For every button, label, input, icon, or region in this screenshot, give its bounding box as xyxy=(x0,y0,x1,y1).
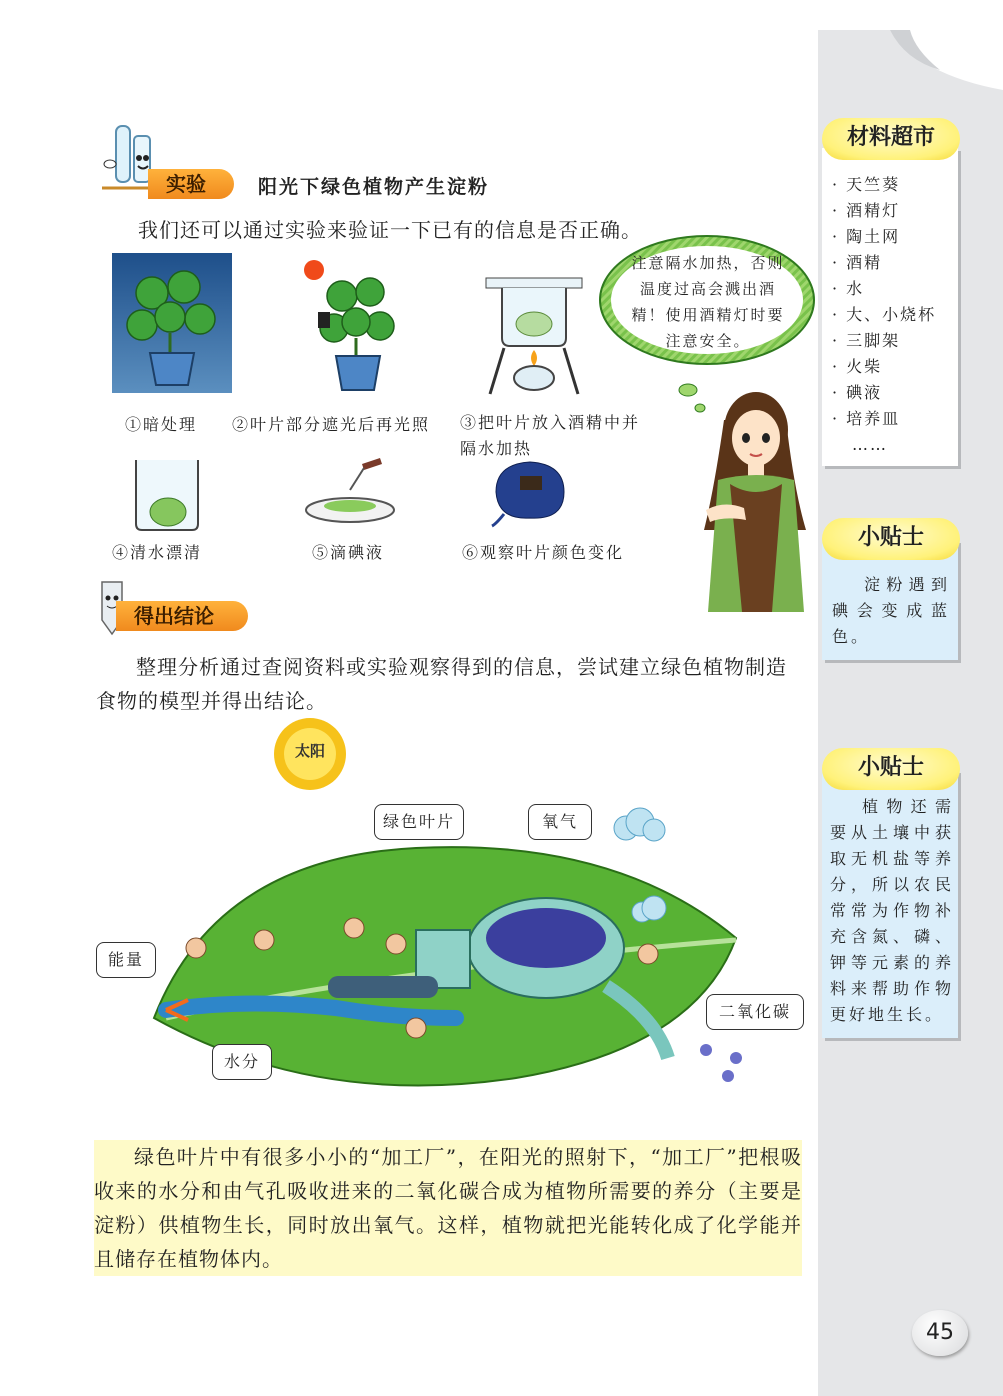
step1-caption: ①暗处理 xyxy=(125,415,198,434)
label-green-leaf: 绿色叶片 xyxy=(374,804,464,840)
safety-note-text: 注意隔水加热，否则温度过高会溅出酒精！使用酒精灯时要注意安全。 xyxy=(631,254,785,350)
step3-water-bath-image xyxy=(484,268,584,398)
material-item: · 水 xyxy=(832,279,865,298)
step1-dark-treatment-image xyxy=(112,253,232,393)
material-item: · 酒精灯 xyxy=(832,201,901,220)
material-item: · 陶土网 xyxy=(832,227,901,246)
material-item: · 天竺葵 xyxy=(832,175,901,194)
experiment-intro: 我们还可以通过实验来验证一下已有的信息是否正确。 xyxy=(138,218,642,242)
step2-caption: ②叶片部分遮光后再光照 xyxy=(232,415,431,434)
experiment-title: 阳光下绿色植物产生淀粉 xyxy=(258,176,490,198)
conclusion-tag: 得出结论 xyxy=(116,601,248,631)
page-curl-decoration xyxy=(880,30,1003,90)
material-item: · 碘液 xyxy=(832,383,883,402)
step5-iodine-drop-image xyxy=(302,458,402,528)
material-item: · 酒精 xyxy=(832,253,883,272)
label-oxygen: 氧气 xyxy=(528,804,592,840)
photosynthesis-factory-diagram xyxy=(96,718,806,1130)
material-item: · 火柴 xyxy=(832,357,883,376)
step6-blue-leaf-image xyxy=(490,458,570,528)
conclusion-summary: 绿色叶片中有很多小小的“加工厂”，在阳光的照射下，“加工厂”把根吸收来的水分和由气孔吸收进来的二氧化碳合成为植物所需要的养分（主要是淀粉）供植物生长，同时放出氧气。这样，植物就把光能转化成了化学能并且储存在植物体内。 xyxy=(94,1140,802,1276)
material-item: · 三脚架 xyxy=(832,331,901,350)
tip2-title: 小贴士 xyxy=(822,748,960,790)
label-carbon-dioxide: 二氧化碳 xyxy=(706,994,804,1030)
label-energy: 能量 xyxy=(96,942,156,978)
materials-card xyxy=(822,148,958,466)
step4-caption: ④清水漂清 xyxy=(112,543,203,562)
material-item: · 大、小烧杯 xyxy=(832,305,937,324)
label-water: 水分 xyxy=(212,1044,272,1080)
step3-caption: ③把叶片放入酒精中并隔水加热 xyxy=(460,413,641,458)
conclusion-intro: 整理分析通过查阅资料或实验观察得到的信息，尝试建立绿色植物制造食物的模型并得出结论。 xyxy=(96,655,787,713)
page-number: 45 xyxy=(912,1310,968,1356)
step5-caption: ⑤滴碘液 xyxy=(312,543,385,562)
teacher-character-illustration xyxy=(694,380,816,612)
tip2-card xyxy=(822,770,958,1038)
safety-thought-bubble xyxy=(598,234,816,374)
materials-list xyxy=(822,148,958,458)
sun-label: 太阳 xyxy=(294,742,325,760)
step2-partial-shade-image xyxy=(298,256,398,396)
step6-caption: ⑥观察叶片颜色变化 xyxy=(462,543,625,562)
material-item: · 培养皿 xyxy=(832,409,901,428)
tip1-title: 小贴士 xyxy=(822,518,960,560)
tip1-text: 淀粉遇到碘会变成蓝色。 xyxy=(832,575,950,646)
step4-rinse-image xyxy=(128,452,208,532)
tip2-text: 植物还需要从土壤中获取无机盐等养分，所以农民常常为作物补充含氮、磷、钾等元素的养料来帮助作物更好地生长。 xyxy=(830,797,954,1024)
materials-title: 材料超市 xyxy=(822,118,960,160)
experiment-tag: 实验 xyxy=(148,169,234,199)
materials-more: …… xyxy=(852,435,888,454)
